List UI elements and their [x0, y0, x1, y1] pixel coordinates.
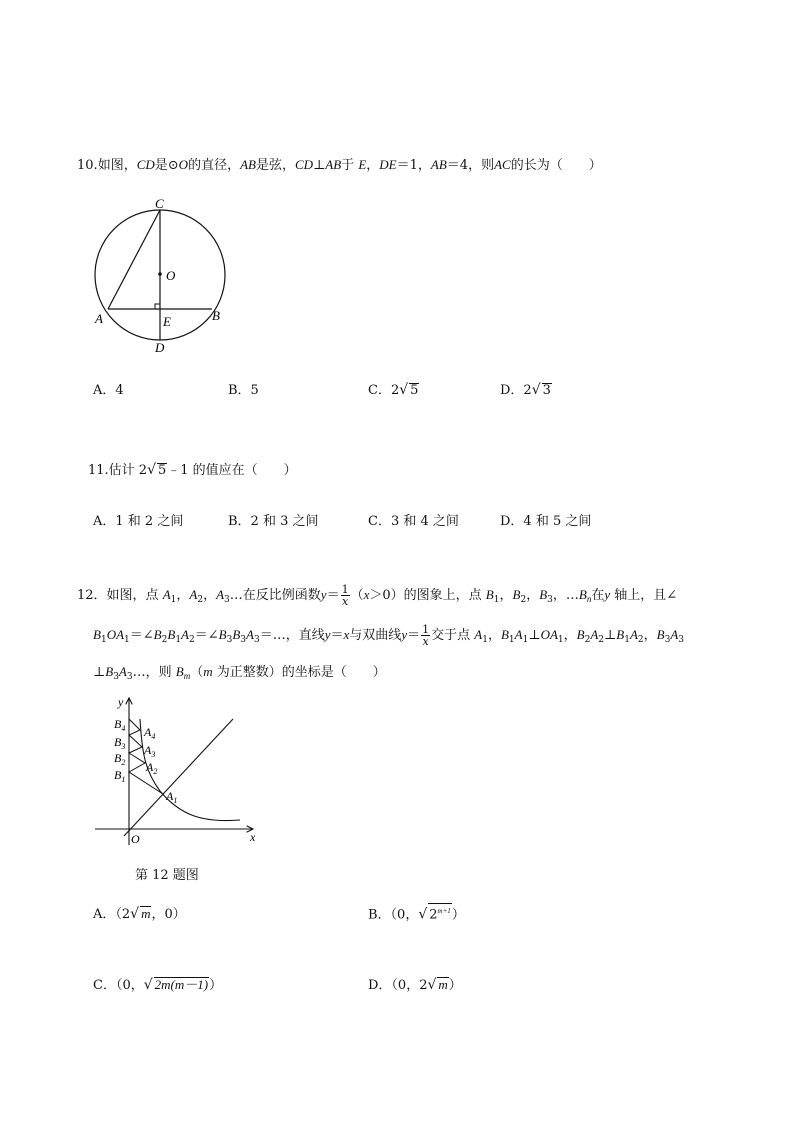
svg-text:B2: $B_2$ — [114, 751, 126, 767]
center-point — [158, 272, 162, 276]
q10-option-c[interactable]: C．2√ 5 — [368, 382, 419, 398]
fig-label-a3: A — [144, 743, 152, 757]
fig-label-x: x — [250, 830, 256, 844]
label-d: D — [155, 340, 165, 355]
q12-option-c[interactable]: C．（0，√ 2m(m－1)） — [93, 977, 223, 993]
q10-stem: 10.如图，CD是⊙O的直径，AB是弦，CD⊥AB于 E，DE＝1，AB＝4，则AC的长为（ ） — [77, 157, 602, 173]
fig-label-b3: B — [114, 735, 122, 749]
svg-text:B1: $B_1$ — [114, 768, 126, 784]
svg-text:A4: $A_4$ — [144, 725, 156, 741]
q12-stem-line1: 12．如图，点 $A_1$，$A_2$，$A_3\dots$在反比例函数y＝ $\frac{1}{x}$ （x＞0）的图象上，点 $B_1$，$B_2$，$B_3$，$\dots B_n$在y 轴上，且∠ — [77, 583, 678, 608]
fig-label-a4: A — [144, 725, 152, 739]
q11-option-b[interactable]: B．2 和 3 之间 — [228, 514, 319, 529]
q12-stem-line3: $\perp B_3A_3\dots$，则 $B_m(m$ 为正整数）的坐标是（ ） — [93, 664, 386, 682]
q12-option-a[interactable]: A．（2√ m，0） — [93, 906, 186, 922]
label-c: C — [155, 196, 164, 211]
label-o: O — [166, 268, 176, 283]
q11-option-a[interactable]: A．1 和 2 之间 — [93, 514, 184, 529]
q12-option-b[interactable]: B．（0，√ $2^{m+1}$） — [368, 903, 465, 922]
label-a: A — [95, 311, 103, 326]
fraction-1-over-x: $\frac{1}{x}$ — [341, 583, 349, 608]
q12-graph-figure — [90, 693, 265, 853]
fig-label-y: y — [118, 695, 124, 709]
svg-text:A1: $A_1$ — [166, 789, 178, 805]
fig-label-b1: B — [114, 768, 122, 782]
svg-text:A2: $A_2$ — [146, 760, 158, 776]
svg-text:A3: $A_3$ — [144, 743, 156, 759]
segment-ac — [108, 210, 160, 309]
fraction-1-over-x-2: $\frac{1}{x}$ — [422, 623, 430, 648]
q10-option-d[interactable]: D．2√ 3 — [500, 382, 551, 398]
q11-option-d[interactable]: D．4 和 5 之间 — [500, 514, 592, 529]
q12-option-d[interactable]: D．（0，2√ m） — [368, 977, 462, 993]
svg-text:B4: $B_4$ — [114, 717, 126, 733]
label-e: E — [163, 314, 171, 329]
label-b: B — [212, 308, 220, 323]
fig-label-a1: A — [166, 789, 174, 803]
q12-stem-line2: $B_1OA_1=\angle B_2B_1A_2=\angle B_3B_3A_3=\dots$，直线y＝x与双曲线y＝ $\frac{1}{x}$ 交于点 $A_1$，$B_1A_1\perp OA_1$，$B_2A_2\perp B_1A_2$，$B_3A_3$ — [93, 623, 685, 648]
q10-option-a[interactable]: A．4 — [93, 383, 124, 398]
q10-option-b[interactable]: B．5 — [228, 383, 259, 398]
q11-option-c[interactable]: C．3 和 4 之间 — [368, 514, 459, 529]
svg-text:B3: $B_3$ — [114, 735, 126, 751]
fig-label-b2: B — [114, 751, 122, 765]
right-angle-mark — [155, 304, 160, 309]
fig-label-o: O — [131, 832, 140, 846]
q12-figure-caption: 第 12 题图 — [135, 868, 199, 883]
q10-circle-figure — [88, 195, 238, 360]
fig-label-a2: A — [146, 760, 154, 774]
line-y-eq-x — [124, 719, 233, 836]
fig-label-b4: B — [114, 717, 122, 731]
q11-stem: 11.估计 2√ 5﹣1 的值应在（ ） — [88, 462, 297, 478]
